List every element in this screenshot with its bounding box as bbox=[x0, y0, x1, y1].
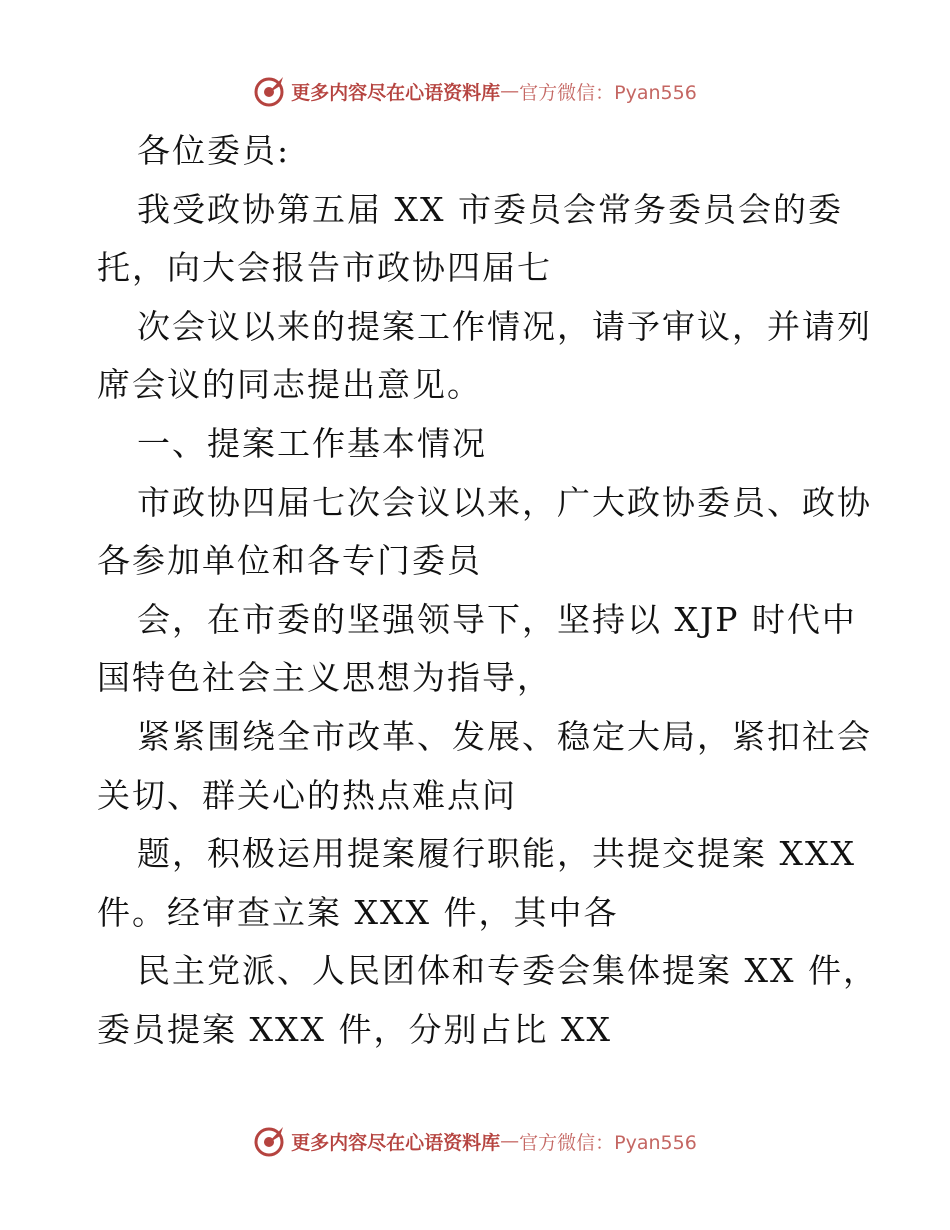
text-line: 会，在市委的坚强领导下，坚持以 XJP 时代中 bbox=[137, 599, 857, 639]
text-line: 我受政协第五届 XX 市委员会常务委员会的委 bbox=[137, 189, 843, 229]
quill-logo-icon bbox=[253, 1124, 287, 1158]
text-line: 托，向大会报告市政协四届七 bbox=[97, 248, 552, 288]
text-line: 关切、群关心的热点难点问 bbox=[97, 775, 517, 815]
quill-logo-icon bbox=[253, 74, 287, 108]
section-heading: 一、提案工作基本情况 bbox=[137, 423, 487, 463]
watermark-contact-text: 官方微信：Pyan556 bbox=[519, 1131, 697, 1154]
text-line: 席会议的同志提出意见。 bbox=[97, 365, 482, 405]
watermark-contact-text: 官方微信：Pyan556 bbox=[519, 81, 697, 104]
text-line: 件。经审查立案 XXX 件，其中各 bbox=[97, 892, 619, 932]
document-body bbox=[97, 122, 878, 1060]
text-line: 各参加单位和各专门委员 bbox=[97, 541, 482, 581]
text-line: 各位委员: bbox=[137, 131, 291, 170]
watermark-footer bbox=[0, 1121, 950, 1161]
text-line: 紧紧围绕全市改革、发展、稳定大局，紧扣社会 bbox=[137, 716, 872, 756]
text-line: 题，积极运用提案履行职能，共提交提案 XXX bbox=[137, 834, 856, 874]
text-line: 委员提案 XXX 件，分别占比 XX bbox=[97, 1009, 612, 1049]
watermark-main-text: 更多内容尽在心语资料库 bbox=[291, 1131, 501, 1154]
watermark-main-text: 更多内容尽在心语资料库 bbox=[291, 81, 501, 104]
watermark-separator: — bbox=[500, 80, 520, 102]
text-line: 民主党派、人民团体和专委会集体提案 XX 件， bbox=[137, 951, 878, 991]
text-line: 次会议以来的提案工作情况，请予审议，并请列 bbox=[137, 306, 872, 346]
watermark-header bbox=[0, 71, 950, 111]
text-line: 市政协四届七次会议以来，广大政协委员、政协 bbox=[137, 482, 872, 522]
text-line: 国特色社会主义思想为指导， bbox=[97, 658, 552, 698]
watermark-separator: — bbox=[500, 1130, 520, 1152]
